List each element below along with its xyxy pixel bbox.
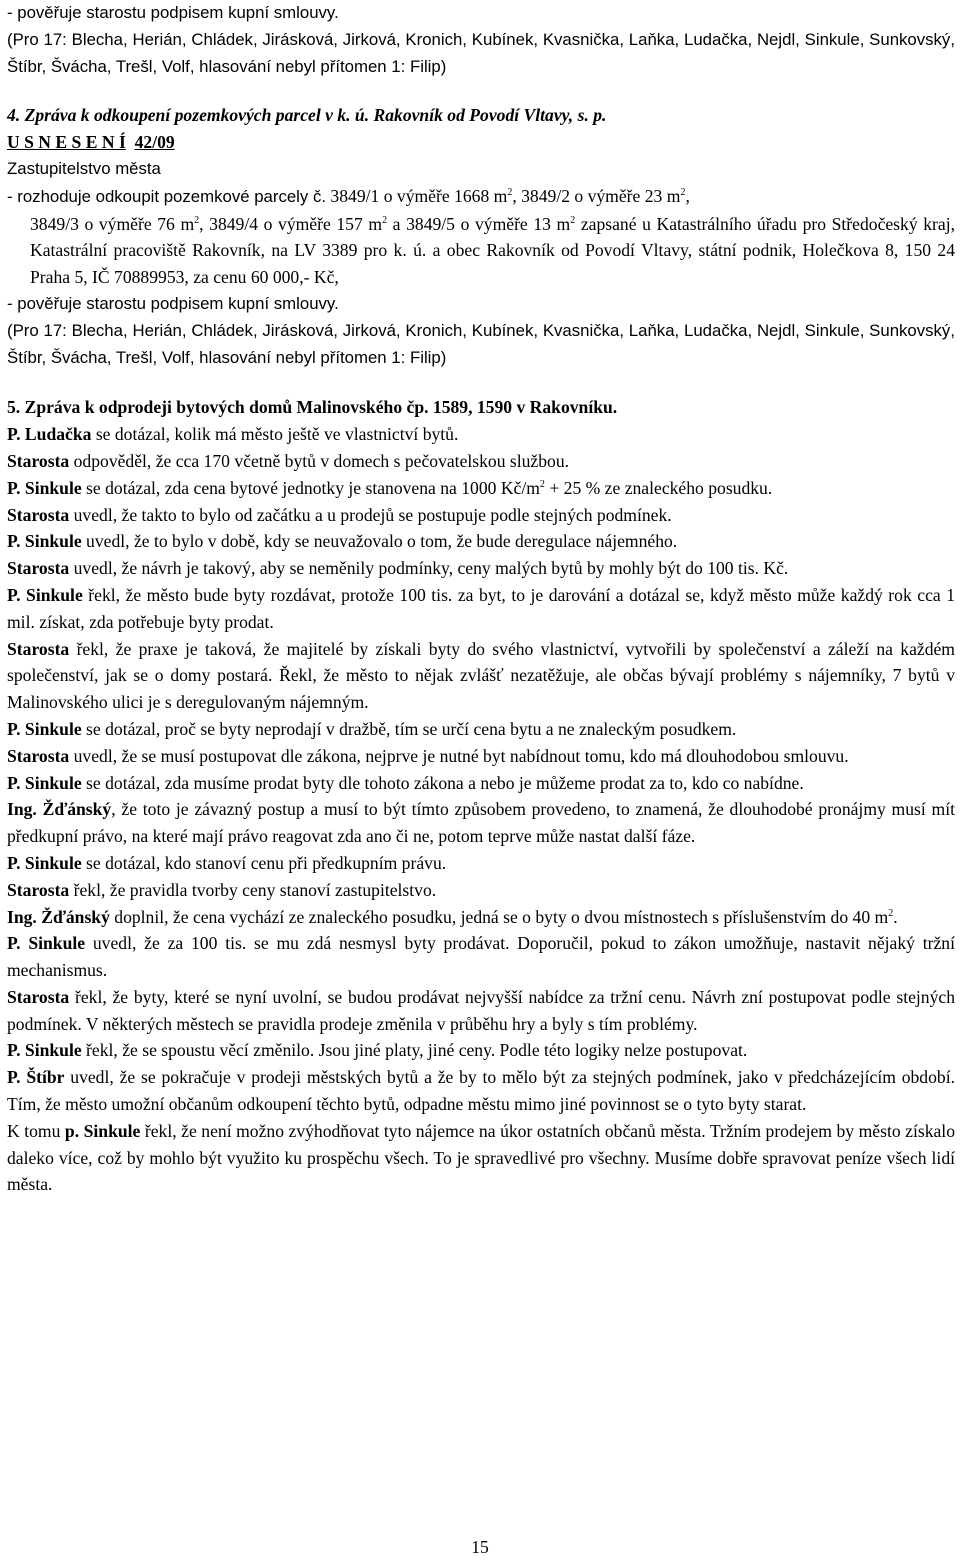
speaker-name: P. Sinkule <box>7 584 83 605</box>
speaker-name: P. Sinkule <box>7 531 82 552</box>
resolution-number: 42/09 <box>134 132 175 153</box>
speaker-name: P. Sinkule <box>7 933 86 954</box>
discussion-paragraph: P. Sinkule se dotázal, zda cena bytové jednotky je stanovena na 1000 $Kč/m^2 + 25$ % ze znaleckého posudku. <box>7 477 773 498</box>
discussion-paragraph: P. Sinkule se dotázal, zda musíme prodat byty dle tohoto zákona a nebo je můžeme prodat za to, kdo co nabídne. <box>7 772 804 793</box>
speaker-name: Starosta <box>7 745 70 766</box>
speaker-name: Ing. Žďánský <box>7 906 110 927</box>
discussion-paragraph: P. Sinkule uvedl, že za 100 tis. se mu zdá nesmysl byty prodávat. Doporučil, pokud to zákon umožňuje, nastavit nějaký tržní mechanismus. <box>7 933 955 981</box>
speaker-name: Starosta <box>7 558 70 579</box>
page-number: 15 <box>471 1537 489 1557</box>
discussion-paragraph: P. Sinkule se dotázal, proč se byty neprodají v dražbě, tím se určí cena bytu a ne znaleckým posudkem. <box>7 718 737 739</box>
discussion-paragraph: P. Štíbr uvedl, že se pokračuje v prodeji městských bytů a že by to mělo být za stejných podmínek, jako v předcházejícím období. Tím, že město umožní občanům odkoupení těchto bytů, odpadne městu mimo jiné povinnost se o tyto byty starat. <box>7 1067 955 1115</box>
discussion-paragraph: P. Sinkule se dotázal, kdo stanoví cenu při předkupním právu. <box>7 852 447 873</box>
document-content <box>7 0 955 1198</box>
speaker-name: Starosta <box>7 504 70 525</box>
speaker-name: P. Ludačka <box>7 424 92 445</box>
discussion-paragraph: Starosta uvedl, že návrh je takový, aby se neměnily podmínky, ceny malých bytů by mohly být do 100 tis. Kč. <box>7 558 789 579</box>
discussion <box>7 421 955 1198</box>
resolution-decision: - rozhoduje odkoupit pozemkové parcely č. 3849/1 o výměře 1668 $m^2$, 3849/2 o výměře 23 $m^2$, <box>7 185 690 206</box>
council-name: Zastupitelstvo města <box>7 158 161 178</box>
discussion-paragraph: P. Sinkule řekl, že město bude byty rozdávat, protože 100 tis. za byt, to je darování a dotázal se, když město může každý rok cca 1 mil. získat, zda potřebuje byty prodat. <box>7 584 955 632</box>
speaker-name: Starosta <box>7 986 70 1007</box>
speaker-name: P. Sinkule <box>7 772 82 793</box>
speaker-name: P. Sinkule <box>7 852 82 873</box>
discussion-paragraph: Starosta řekl, že byty, které se nyní uvolní, se budou prodávat nejvyšší nabídce za tržní cenu. Návrh zní postupovat podle stejných podmínek. V některých městech se pravidla prodeje změnila v průběhu hry a byly s tím problémy. <box>7 986 955 1034</box>
discussion-paragraph: Ing. Žďánský, že toto je závazný postup a musí to být tímto způsobem provedeno, to znamená, že dlouhodobé pronájmy musí mít předkupní právo, na které mají právo reagovat zda ano či ne, potom teprve může nastat další fáze. <box>7 799 955 847</box>
speaker-name: Starosta <box>7 450 70 471</box>
discussion-paragraph: P. Sinkule uvedl, že to bylo v době, kdy se neuvažovalo o tom, že bude deregulace nájemného. <box>7 531 678 552</box>
resolution-decision-detail: 3849/3 o výměře 76 $m^2$, 3849/4 o výměře 157 $m^2$ a 3849/5 o výměře 13 $m^2$ zapsané u Katastrálního úřadu pro Středočeský kraj, Katastrální pracoviště Rakovník, na LV 3389 pro k. ú. a obec Rakovník od Povodí Vltavy, státní podnik, Holečkova 8, 150 24 Praha 5, IČ 70889953, za cenu 60 000,- Kč, <box>30 213 955 288</box>
discussion-paragraph: Starosta uvedl, že se musí postupovat dle zákona, nejprve je nutné byt nabídnout tomu, kdo má dlouhodobou smlouvu. <box>7 745 849 766</box>
speaker-name: P. Štíbr <box>7 1067 65 1088</box>
discussion-paragraph: P. Ludačka se dotázal, kolik má město ještě ve vlastnictví bytů. <box>7 424 459 445</box>
discussion-paragraph: Starosta řekl, že praxe je taková, že majitelé by získali byty do svého vlastnictví, vytvořili by společenství a záleží na každém společenství, jak se o domy postará. Řekl, že město to nějak zvlášť nezatěžuje, ale občas bývají problémy s nájemníky, 7 bytů v Malinovského ulici je s deregulovaným nájemným. <box>7 638 955 713</box>
discussion-paragraph: Starosta řekl, že pravidla tvorby ceny stanoví zastupitelstvo. <box>7 879 437 900</box>
resolution-title: U S N E S E N Í <box>7 132 126 153</box>
speaker-name: p. Sinkule <box>64 1120 141 1141</box>
discussion-paragraph: Starosta odpověděl, že cca 170 včetně bytů v domech s pečovatelskou službou. <box>7 450 570 471</box>
item-4-heading: 4. Zpráva k odkoupení pozemkových parcel v k. ú. Rakovník od Povodí Vltavy, s. p. <box>7 105 607 126</box>
speaker-name: P. Sinkule <box>7 718 82 739</box>
vote-record: (Pro 17: Blecha, Herián, Chládek, Jirásková, Jirková, Kronich, Kubínek, Kvasnička, Laňka, Ludačka, Nejdl, Sinkule, Sunkovský, Štíbr, Švácha, Trešl, Volf, hlasování nebyl přítomen 1: Filip) <box>7 29 955 76</box>
resolution-header <box>7 129 955 156</box>
speaker-name: P. Sinkule <box>7 1040 82 1061</box>
delegate-line: - pověřuje starostu podpisem kupní smlouvy. <box>7 3 339 22</box>
speaker-name: Ing. Žďánský <box>7 799 112 820</box>
item-5-heading: 5. Zpráva k odprodeji bytových domů Malinovského čp. 1589, 1590 v Rakovníku. <box>7 397 618 418</box>
delegate-line: - pověřuje starostu podpisem kupní smlouvy. <box>7 293 339 313</box>
speaker-name: P. Sinkule <box>7 477 82 498</box>
discussion-paragraph: Starosta uvedl, že takto to bylo od začátku a u prodejů se postupuje podle stejných podmínek. <box>7 504 672 525</box>
discussion-paragraph: K tomu p. Sinkule řekl, že není možno zvýhodňovat tyto nájemce na úkor ostatních občanů města. Tržním prodejem by město získalo daleko více, což by mohlo být využito ku prospěchu všech. To je spravedlivé pro všechny. Musíme dobře spravovat peníze všech lidí města. <box>7 1120 955 1195</box>
vote-record: (Pro 17: Blecha, Herián, Chládek, Jirásková, Jirková, Kronich, Kubínek, Kvasnička, Laňka, Ludačka, Nejdl, Sinkule, Sunkovský, Štíbr, Švácha, Trešl, Volf, hlasování nebyl přítomen 1: Filip) <box>7 320 955 367</box>
discussion-paragraph: Ing. Žďánský doplnil, že cena vychází ze znaleckého posudku, jedná se o byty o dvou místnostech s příslušenstvím do 40 $m^2$. <box>7 906 898 927</box>
discussion-paragraph: P. Sinkule řekl, že se spoustu věcí změnilo. Jsou jiné platy, jiné ceny. Podle této logiky nelze postupovat. <box>7 1040 748 1061</box>
speaker-name: Starosta <box>7 879 70 900</box>
speaker-name: Starosta <box>7 638 70 659</box>
